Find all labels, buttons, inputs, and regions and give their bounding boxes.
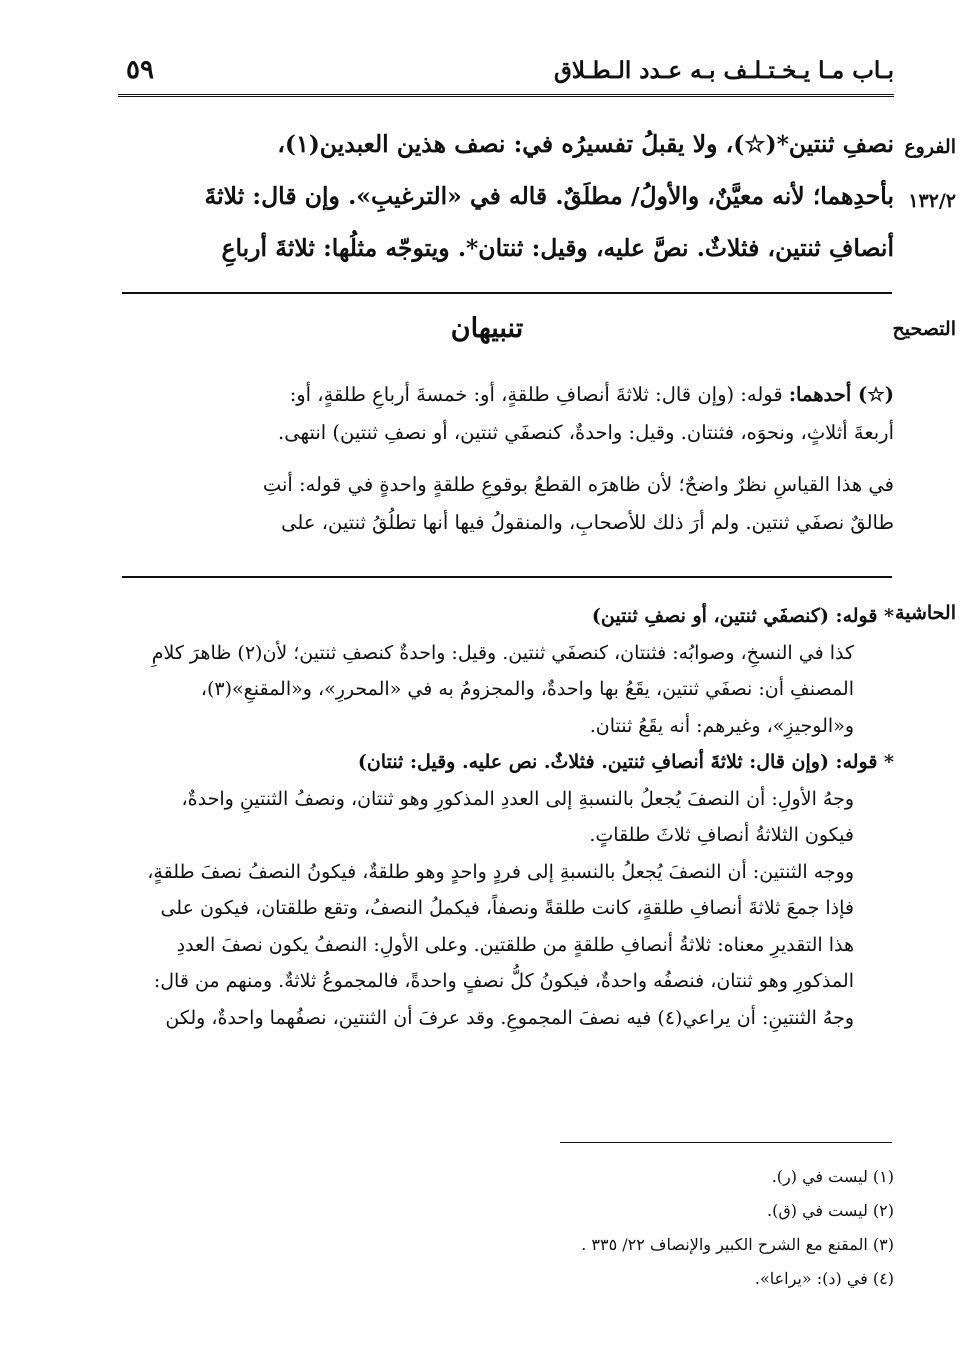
hashiya-line: ووجه الثنتين: أن النصفَ يُجعلُ بالنسبةِ إلى فردٍ واحدٍ وهو طلقةٌ، فيكونُ النصفُ نصفَ طلقةٍ، [147,860,854,883]
hashiya-line: المصنفِ أن: نصفَي ثنتين، يقَعُ بها واحدةٌ، والمجزومُ به في «المحررِ»، و«المقنعِ»(٣)، [200,678,854,700]
tanbih-text [124,376,894,542]
tanbih-line: أربعةَ أثلاثٍ، ونحوَه، فثنتان. وقيل: واحدةٌ، كنصفَي ثنتين، أو نصفِ ثنتين) انتهى. [278,421,894,444]
footnote: (٤) في (د): «يراعا». [754,1269,894,1288]
tanbih-line: طالقٌ نصفَي ثنتين. ولم أرَ ذلك للأصحابِ، والمنقولُ فيها أنها تطلُقُ ثنتين، على [281,511,894,534]
footnotes [581,1160,894,1296]
footnote: (٣) المقنع مع الشرح الكبير والإنصاف ٢٢/ ٣٣٥ . [581,1235,894,1254]
main-line: أنصافِ ثنتين، فثلاثٌ. نصَّ عليه، وقيل: ثنتان*. ويتوجّه مثلُها: ثلاثةَ أرباعِ [221,234,894,262]
hashiya-text [124,598,894,1036]
hashiya-line: فيكون الثلاثةُ أنصافِ ثلاثَ طلقاتٍ. [589,824,854,846]
hashiya-line: وجهُ الثنتينِ: أن يراعي(٤) فيه نصفَ المجموعِ. وقد عرفَ أن الثنتين، نصفُهما واحدةٌ، ولكن [165,1006,854,1029]
tanbih-line-text: قوله: (وإن قال: ثلاثةَ أنصافِ طلقةٍ، أو: خمسةَ أرباعِ طلقةٍ، أو: [289,383,783,406]
margin-label-furu-ref: ١٣٢/٢ [908,190,956,212]
hashiya-line: و«الوجيزِ»، وغيرهم: أنه يقَعُ ثنتان. [589,714,854,737]
hashiya-line: وجهُ الأولِ: أن النصفَ يُجعلُ بالنسبةِ إلى العددِ المذكورِ وهو ثنتان، ونصفُ الثنتينِ واحدةٌ، [181,787,854,810]
paragraph-gap [124,452,894,466]
tanbih-lead: (☆) أحدهما: [788,383,894,406]
hashiya-heading: * قوله: (كنصفَي ثنتين، أو نصفِ ثنتين) [591,605,894,627]
hashiya-line: كذا في النسخِ، وصوابُه: فثنتان، كنصفَي ثنتين. وقيل: واحدةٌ كنصفِ ثنتين؛ لأن(٢) ظاهرَ كلامِ [151,641,854,664]
footnote-rule [560,1142,892,1143]
header-rule [118,94,894,99]
main-text [184,118,894,274]
hashiya-line: فإذا جمعَ ثلاثةَ أنصافِ طلقةٍ، كانت طلقةً ونصفاً، فيكملُ النصفُ، وتقع طلقتان، فيكون على [160,897,854,919]
margin-label-tashih: التصحيح [892,318,956,340]
footnote: (١) ليست في (ر). [771,1167,894,1186]
margin-label-hashiya: الحاشية [895,602,956,624]
page-header [118,55,894,89]
main-line: نصفِ ثنتين*(☆)، ولا يقبلُ تفسيرُه في: نصف هذين العبدين(١)، [277,130,894,158]
tanbih-line [124,376,894,414]
hashiya-line: المذكورِ وهو ثنتان، فنصفُه واحدةٌ، فيكونُ كلُّ نصفٍ واحدةً، فالمجموعُ ثلاثةٌ. ومنهم من قال: [153,970,854,992]
section-title: تنبيهان [450,313,524,344]
section-divider [122,292,892,294]
hashiya-heading: * قوله: (وإن قال: ثلاثةَ أنصافِ ثنتين. فثلاثٌ. نص عليه. وقيل: ثنتان) [357,751,894,773]
tanbih-line: في هذا القياسِ نظرٌ واضحٌ؛ لأن ظاهرَه القطعُ بوقوعِ طلقةٍ واحدةٍ في قوله: أنتِ [262,473,894,496]
hashiya-line: هذا التقديرِ معناه: ثلاثةُ أنصافِ طلقةٍ من طلقتين. وعلى الأولِ: النصفُ يكون نصفَ العددِ [176,933,854,956]
margin-label-furu: الفروع [904,136,956,158]
hashiya-divider [122,576,892,578]
running-head: بـاب مـا يـخـتـلـف بـه عـدد الـطـلاق [553,57,894,84]
page-number: ٥٩ [126,55,154,85]
footnote: (٢) ليست في (ق). [767,1201,894,1220]
main-line: بأحدِهما؛ لأنه معيَّنٌ، والأولُ/ مطلَقٌ. قاله في «الترغيبِ». وإن قال: ثلاثةَ [204,182,894,210]
